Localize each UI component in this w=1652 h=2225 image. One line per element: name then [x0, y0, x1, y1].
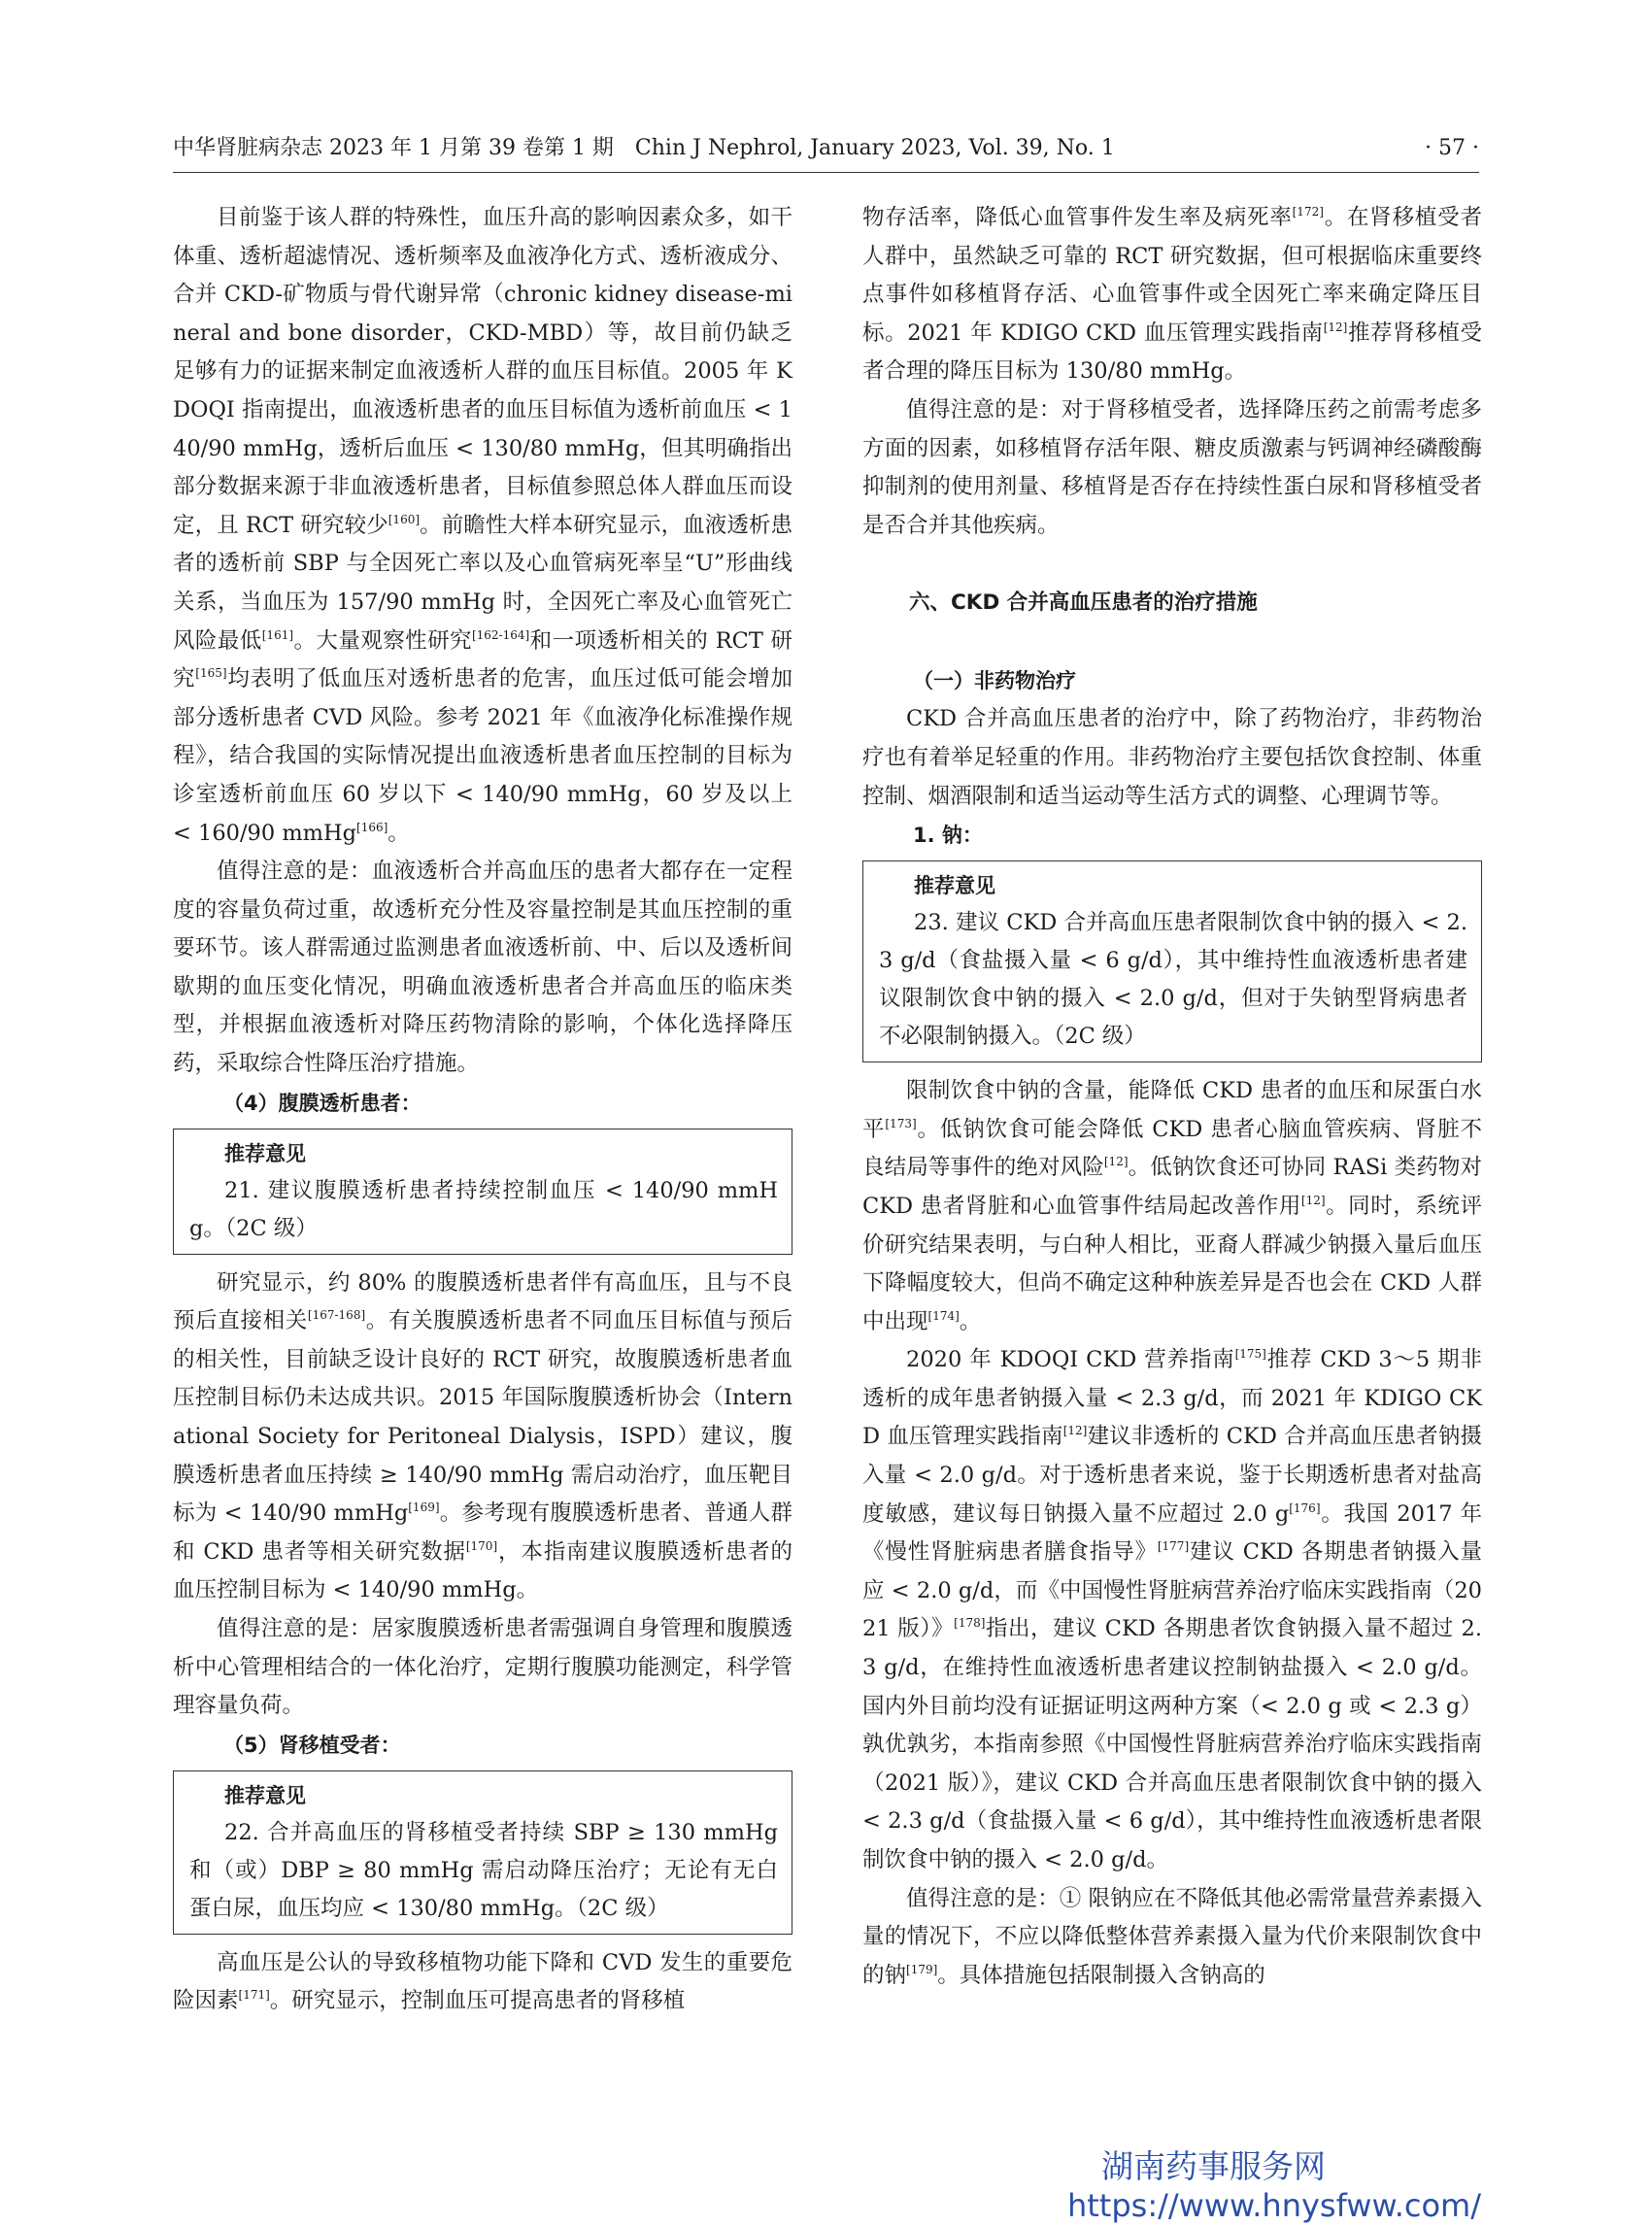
paragraph-hd-note: 值得注意的是：血液透析合并高血压的患者大都存在一定程度的容量负荷过重，故透析充分性及容量控制是其血压控制的重要环节。该人群需通过监测患者血液透析前、中、后以及透析间歇期的血压变化情况，明确血液透析患者合并高血压的临床类型，并根据血液透析对降压药物清除的影响，个体化选择降压药，采取综合性降压治疗措施。 [173, 859, 792, 1077]
subheading-peritoneal-dialysis: （4）腹膜透析患者： [223, 1091, 421, 1115]
recommendation-box-22 [173, 1770, 792, 1935]
section-heading-treatment: 六、CKD 合并高血压患者的治疗措施 [909, 590, 1258, 616]
paragraph-pd-note: 值得注意的是：居家腹膜透析患者需强调自身管理和腹膜透析中心管理相结合的一体化治疗，定期行腹膜功能测定，科学管理容量负荷。 [173, 1616, 792, 1719]
subheading-non-drug: （一）非药物治疗 [913, 669, 1076, 693]
subheading-sodium: 1. 钠： [913, 824, 983, 848]
watermark-url: https://www.hnysfww.com/ [1066, 2187, 1481, 2224]
watermark [1054, 2147, 1481, 2225]
running-header [173, 134, 1479, 173]
recommendation-text: 23. 建议 CKD 合并高血压患者限制饮食中钠的摄入 < 2.3 g/d（食盐摄入量 < 6 g/d），其中维持性血液透析患者建议限制饮食中钠的摄入 < 2.0 g/d，但对于失钠型肾病患者不必限制钠摄入。（2C 级） [879, 910, 1467, 1050]
paragraph-transplant-target: 物存活率，降低心血管事件发生率及病死率[172]。在肾移植受者人群中，虽然缺乏可靠的 RCT 研究数据，但可根据临床重要终点事件如移植肾存活、心血管事件或全因死亡率来确定降压目标。2021 年 KDIGO CKD 血压管理实践指南[12]推荐肾移植受者合理的降压目标为 130/80 mmHg。 [862, 205, 1482, 385]
page-number: · 57 · [1425, 136, 1479, 160]
paragraph-hd-bp-target: 目前鉴于该人群的特殊性，血压升高的影响因素众多，如干体重、透析超滤情况、透析频率及血液净化方式、透析液成分、合并 CKD-矿物质与骨代谢异常（chronic kidney disease-mineral and bone disorder，CKD-MBD）等，故目前仍缺乏足够有力的证据来制定血液透析人群的血压目标值。2005 年 KDOQI 指南提出，血液透析患者的血压目标值为透析前血压 < 140/90 mmHg，透析后血压 < 130/80 mmHg，但其明确指出部分数据来源于非血液透析患者，目标值参照总体人群血压而设定，且 RCT 研究较少[160]。前瞻性大样本研究显示，血液透析患者的透析前 SBP 与全因死亡率以及心血管病死率呈“U”形曲线关系，当血压为 157/90 mmHg 时，全因死亡率及心血管死亡风险最低[161]。大量观察性研究[162-164]和一项透析相关的 RCT 研究[165]均表明了低血压对透析患者的危害，血压过低可能会增加部分透析患者 CVD 风险。参考 2021 年《血液净化标准操作规程》，结合我国的实际情况提出血液透析患者血压控制的目标为诊室透析前血压 60 岁以下 < 140/90 mmHg，60 岁及以上 < 160/90 mmHg[166]。 [173, 205, 792, 846]
recommendation-box-23 [862, 860, 1482, 1062]
recommendation-text: 22. 合并高血压的肾移植受者持续 SBP ≥ 130 mmHg 和（或）DBP ≥ 80 mmHg 需启动降压治疗；无论有无白蛋白尿，血压均应 < 130/80 mmHg。（2C 级） [189, 1819, 778, 1921]
journal-citation: 中华肾脏病杂志 2023 年 1 月第 39 卷第 1 期 Chin J Nephrol, January 2023, Vol. 39, No. 1 [173, 136, 1115, 160]
recommendation-box-21 [173, 1129, 792, 1255]
recommendation-title: 推荐意见 [224, 1141, 306, 1165]
paragraph-non-drug: CKD 合并高血压患者的治疗中，除了药物治疗，非药物治疗也有着举足轻重的作用。非药物治疗主要包括饮食控制、体重控制、烟酒限制和适当运动等生活方式的调整、心理调节等。 [862, 706, 1482, 809]
recommendation-title: 推荐意见 [914, 874, 995, 898]
paragraph-transplant-note: 值得注意的是：对于肾移植受者，选择降压药之前需考虑多方面的因素，如移植肾存活年限、糖皮质激素与钙调神经磷酸酶抑制剂的使用剂量、移植肾是否存在持续性蛋白尿和肾移植受者是否合并其他疾病。 [862, 396, 1482, 538]
left-column [173, 199, 792, 2021]
paragraph-pd-study: 研究显示，约 80% 的腹膜透析患者伴有高血压，且与不良预后直接相关[167-168]。有关腹膜透析患者不同血压目标值与预后的相关性，目前缺乏设计良好的 RCT 研究，故腹膜透析患者血压控制目标仍未达成共识。2015 年国际腹膜透析协会（International Society for Peritoneal Dialysis，ISPD）建议，腹膜透析患者血压持续 ≥ 140/90 mmHg 需启动治疗，血压靶目标为 < 140/90 mmHg[169]。参考现有腹膜透析患者、普通人群和 CKD 患者等相关研究数据[170]，本指南建议腹膜透析患者的血压控制目标为 < 140/90 mmHg。 [173, 1269, 792, 1603]
watermark-site-name: 湖南药事服务网 [1101, 2147, 1326, 2185]
paragraph-transplant-risk: 高血压是公认的导致移植物功能下降和 CVD 发生的重要危险因素[171]。研究显示，控制血压可提高患者的肾移植 [173, 1949, 792, 2014]
paragraph-sodium-evidence: 限制饮食中钠的含量，能降低 CKD 患者的血压和尿蛋白水平[173]。低钠饮食可能会降低 CKD 患者心脑血管疾病、肾脏不良结局等事件的绝对风险[12]。低钠饮食还可协同 RASi 类药物对 CKD 患者肾脏和心血管事件结局起改善作用[12]。同时，系统评价研究结果表明，与白种人相比，亚裔人群减少钠摄入量后血压下降幅度较大，但尚不确定这种种族差异是否也会在 CKD 人群中出现[174]。 [862, 1078, 1482, 1334]
recommendation-text: 21. 建议腹膜透析患者持续控制血压 < 140/90 mmHg。（2C 级） [189, 1177, 778, 1241]
right-column [862, 199, 1482, 1995]
recommendation-title: 推荐意见 [224, 1783, 306, 1807]
paragraph-sodium-note: 值得注意的是：① 限钠应在不降低其他必需常量营养素摄入量的情况下，不应以降低整体营养素摄入量为代价来限制饮食中的钠[179]。具体措施包括限制摄入含钠高的 [862, 1885, 1482, 1988]
paragraph-sodium-guidelines: 2020 年 KDOQI CKD 营养指南[175]推荐 CKD 3～5 期非透析的成年患者钠摄入量 < 2.3 g/d，而 2021 年 KDIGO CKD 血压管理实践指南[12]建议非透析的 CKD 合并高血压患者钠摄入量 < 2.0 g/d。对于透析患者来说，鉴于长期透析患者对盐高度敏感，建议每日钠摄入量不应超过 2.0 g[176]。我国 2017 年《慢性肾脏病患者膳食指导》[177]建议 CKD 各期患者钠摄入量应 < 2.0 g/d，而《中国慢性肾脏病营养治疗临床实践指南（2021 版）》[178]指出，建议 CKD 各期患者饮食钠摄入量不超过 2.3 g/d，在维持性血液透析患者建议控制钠盐摄入 < 2.0 g/d。国内外目前均没有证据证明这两种方案（< 2.0 g 或 < 2.3 g）孰优孰劣，本指南参照《中国慢性肾脏病营养治疗临床实践指南（2021 版）》，建议 CKD 合并高血压患者限制饮食中钠的摄入 < 2.3 g/d（食盐摄入量 < 6 g/d），其中维持性血液透析患者限制饮食中钠的摄入 < 2.0 g/d。 [862, 1347, 1482, 1872]
subheading-kidney-transplant: （5）肾移植受者： [223, 1733, 401, 1757]
